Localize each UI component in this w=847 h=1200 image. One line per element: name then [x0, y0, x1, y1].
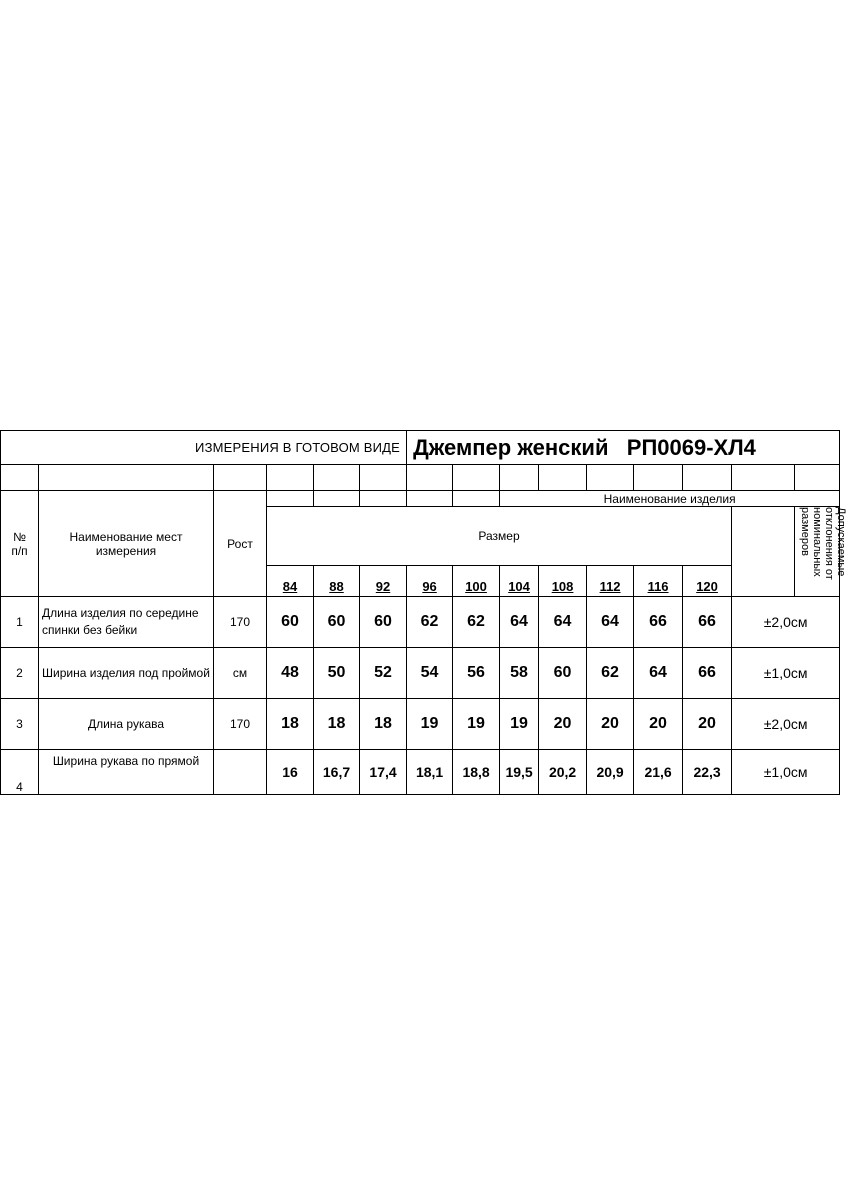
col-header-tolerance [795, 507, 847, 597]
size-value: 56 [453, 648, 500, 699]
size-header: 84 [267, 565, 314, 596]
blank-cell [214, 465, 267, 491]
blank-cell [1, 465, 39, 491]
size-header: 116 [634, 565, 683, 596]
row-tolerance: ±2,0см [732, 597, 840, 648]
size-value: 21,6 [634, 750, 683, 795]
row-rost [214, 750, 267, 795]
col-header-name: Наименование мест измерения [39, 491, 214, 597]
product-name-row [1, 491, 840, 507]
blank-cell [267, 491, 314, 507]
blank-cell [407, 465, 453, 491]
size-value: 58 [500, 648, 539, 699]
table-row [1, 750, 840, 795]
size-header: 108 [539, 565, 587, 596]
size-value: 19 [500, 699, 539, 750]
size-value: 60 [314, 597, 360, 648]
size-value: 64 [539, 597, 587, 648]
table-row [1, 597, 840, 648]
product-title: Джемпер женский РП0069-ХЛ4 [407, 431, 840, 465]
size-value: 18,1 [407, 750, 453, 795]
table-row [1, 648, 840, 699]
row-number: 4 [1, 750, 39, 795]
blank-cell [314, 465, 360, 491]
size-value: 60 [539, 648, 587, 699]
measurement-name: Длина изделия по середине спинки без бейки [39, 597, 214, 648]
size-value: 16,7 [314, 750, 360, 795]
size-chart-table [0, 430, 847, 795]
col-header-rost: Рост [214, 491, 267, 597]
blank-cell [453, 491, 500, 507]
size-value: 62 [453, 597, 500, 648]
size-value: 17,4 [360, 750, 407, 795]
blank-cell [360, 491, 407, 507]
size-chart-sheet [0, 430, 847, 794]
size-value: 19 [407, 699, 453, 750]
blank-cell [500, 465, 539, 491]
size-value: 22,3 [683, 750, 732, 795]
size-value: 16 [267, 750, 314, 795]
blank-cell [39, 465, 214, 491]
col-header-no: № п/п [1, 491, 39, 597]
size-value: 20,9 [587, 750, 634, 795]
table-row [1, 699, 840, 750]
tolerance-header-text: Допускаемые отклонения от номинальных размеров [799, 507, 847, 580]
row-number: 3 [1, 699, 39, 750]
size-value: 60 [267, 597, 314, 648]
size-value: 19 [453, 699, 500, 750]
size-value: 18,8 [453, 750, 500, 795]
size-value: 20,2 [539, 750, 587, 795]
size-value: 20 [539, 699, 587, 750]
size-value: 64 [587, 597, 634, 648]
size-value: 62 [587, 648, 634, 699]
size-value: 20 [634, 699, 683, 750]
blank-cell [267, 465, 314, 491]
col-header-tolerance-cell [732, 507, 795, 597]
size-value: 18 [314, 699, 360, 750]
size-header: 104 [500, 565, 539, 596]
size-header: 96 [407, 565, 453, 596]
row-number: 2 [1, 648, 39, 699]
blank-cell [634, 465, 683, 491]
row-rost: см [214, 648, 267, 699]
size-value: 64 [500, 597, 539, 648]
size-value: 60 [360, 597, 407, 648]
size-value: 18 [267, 699, 314, 750]
blank-cell [683, 465, 732, 491]
blank-cell [587, 465, 634, 491]
blank-cell [314, 491, 360, 507]
blank-row [1, 465, 840, 491]
blank-cell [407, 491, 453, 507]
blank-cell [539, 465, 587, 491]
size-value: 20 [683, 699, 732, 750]
row-number: 1 [1, 597, 39, 648]
size-header: 100 [453, 565, 500, 596]
size-value: 66 [634, 597, 683, 648]
size-value: 54 [407, 648, 453, 699]
measurement-name: Ширина изделия под проймой [39, 648, 214, 699]
title-row [1, 431, 840, 465]
measure-label: ИЗМЕРЕНИЯ В ГОТОВОМ ВИДЕ [1, 431, 407, 465]
size-value: 62 [407, 597, 453, 648]
size-header: 120 [683, 565, 732, 596]
blank-cell [732, 465, 795, 491]
size-value: 19,5 [500, 750, 539, 795]
measurement-name: Длина рукава [39, 699, 214, 750]
size-header: 92 [360, 565, 407, 596]
size-value: 50 [314, 648, 360, 699]
row-tolerance: ±1,0см [732, 750, 840, 795]
size-value: 52 [360, 648, 407, 699]
size-value: 20 [587, 699, 634, 750]
measurement-name: Ширина рукава по прямой [39, 750, 214, 795]
col-header-razmer: Размер [267, 507, 732, 566]
size-value: 66 [683, 648, 732, 699]
size-header: 88 [314, 565, 360, 596]
blank-cell [795, 465, 840, 491]
blank-cell [360, 465, 407, 491]
row-tolerance: ±2,0см [732, 699, 840, 750]
size-value: 66 [683, 597, 732, 648]
size-value: 64 [634, 648, 683, 699]
size-value: 18 [360, 699, 407, 750]
size-header: 112 [587, 565, 634, 596]
row-rost: 170 [214, 699, 267, 750]
row-tolerance: ±1,0см [732, 648, 840, 699]
blank-cell [453, 465, 500, 491]
size-value: 48 [267, 648, 314, 699]
col-header-product-name: Наименование изделия [500, 491, 840, 507]
row-rost: 170 [214, 597, 267, 648]
